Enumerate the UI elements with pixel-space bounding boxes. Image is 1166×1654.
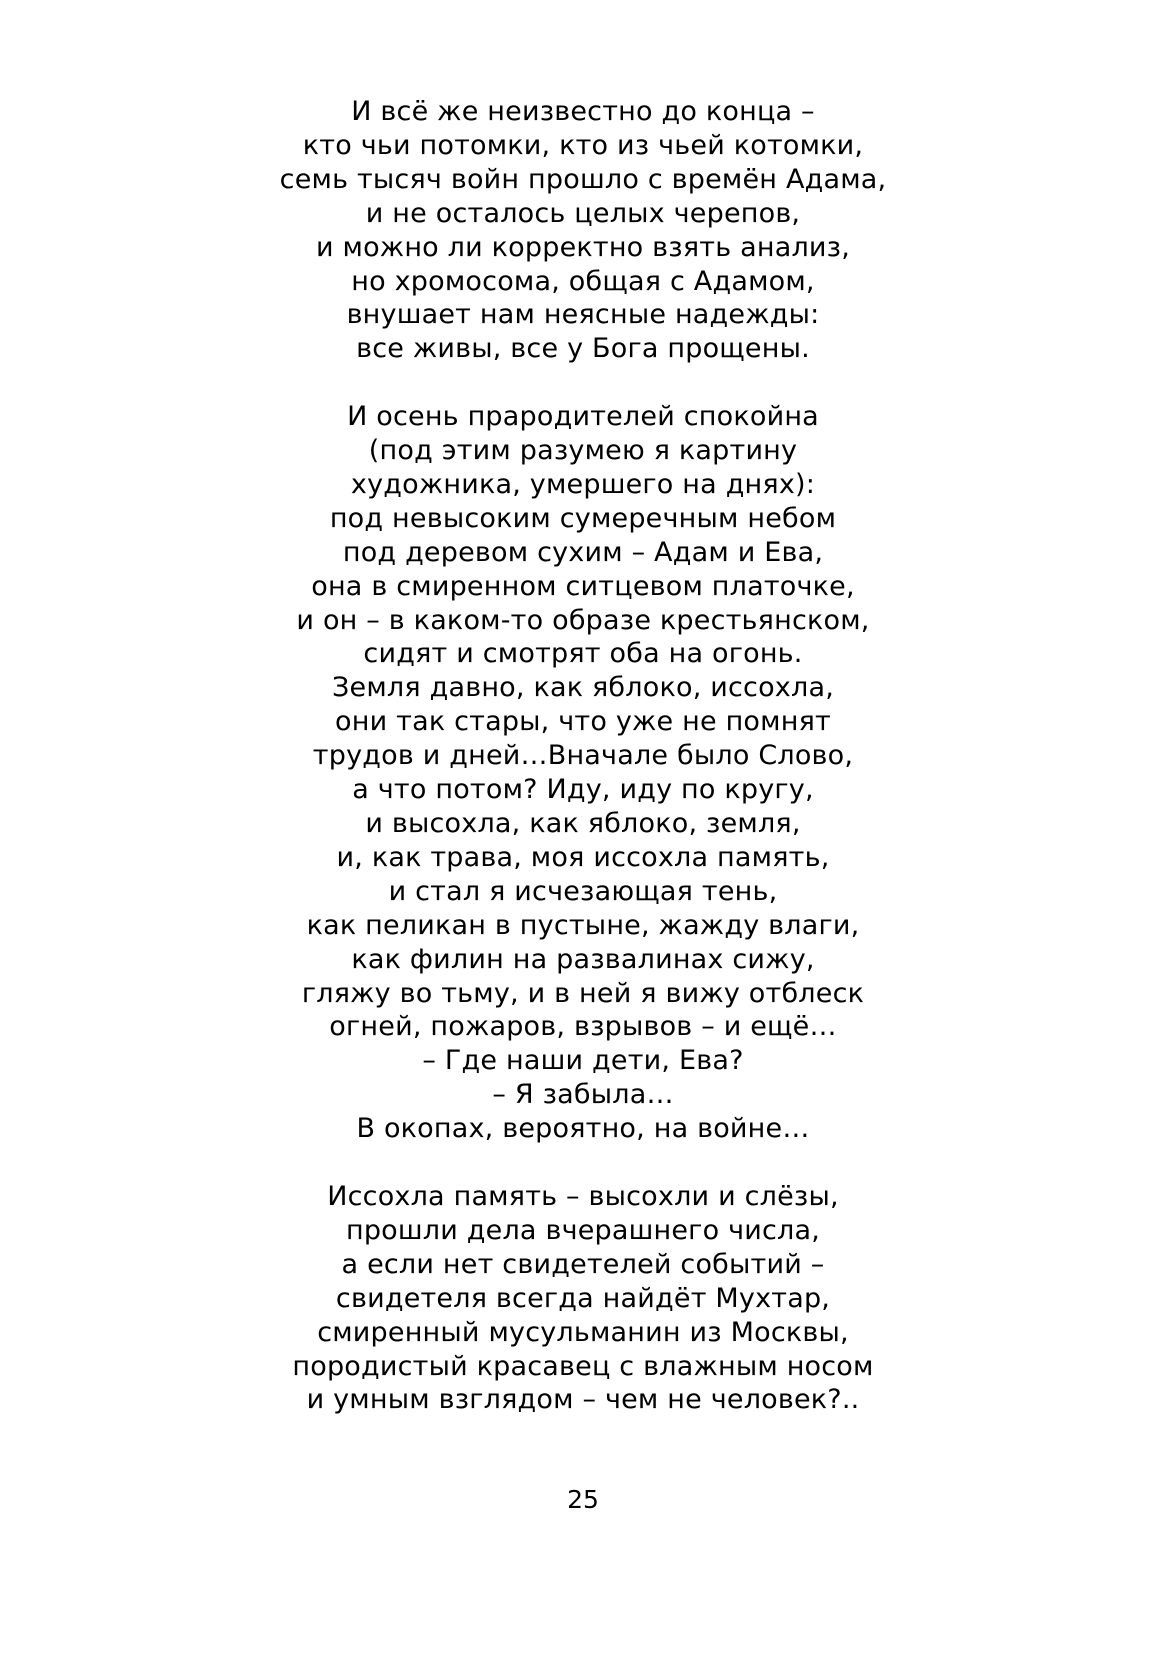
poem-line: Иссохла память – высохли и слёзы, [327, 1180, 839, 1212]
poem-line: сидят и смотрят оба на огонь. [363, 638, 803, 670]
poem-line: но хромосома, общая с Адамом, [351, 265, 815, 297]
poem-line: художника, умершего на днях): [350, 468, 816, 500]
poem-line: она в смиренном ситцевом платочке, [311, 570, 855, 602]
poem-line: а если нет свидетелей событий – [341, 1248, 825, 1280]
poem-line: В окопах, вероятно, на войне… [356, 1113, 810, 1145]
poem-line: под невысоким сумеречным небом [329, 502, 837, 534]
poem-line: и он – в каком-то образе крестьянском, [296, 604, 870, 636]
poem-line: и высохла, как яблоко, земля, [365, 808, 801, 840]
poem-line: и не осталось целых черепов, [365, 197, 801, 229]
poem-line: гляжу во тьму, и в ней я вижу отблеск [301, 977, 865, 1009]
poem-line: Земля давно, как яблоко, иссохла, [332, 672, 834, 704]
poem-line: внушает нам неясные надежды: [346, 299, 820, 331]
poem-line: все живы, все у Бога прощены. [356, 333, 810, 365]
poem-line: И всё же неизвестно до конца – [351, 96, 815, 127]
poem-line: – Я забыла… [492, 1079, 674, 1111]
poem-line: кто чьи потомки, кто из чьей котомки, [302, 129, 864, 161]
poem-line: и, как трава, моя иссохла память, [336, 841, 830, 873]
stanza-3 [0, 1180, 1166, 1417]
poem [0, 95, 1166, 1417]
poem-line: семь тысяч войн прошло с времён Адама, [279, 163, 887, 195]
stanza-2 [0, 400, 1166, 1146]
poem-line: (под этим разумею я картину [368, 435, 798, 467]
poem-line: прошли дела вчерашнего числа, [345, 1214, 820, 1246]
poem-line: как филин на развалинах сижу, [351, 943, 815, 975]
poem-line: огней, пожаров, взрывов – и ещё… [329, 1011, 837, 1043]
page-number: 25 [567, 1485, 599, 1514]
stanza-1 [0, 95, 1166, 366]
poem-line: породистый красавец с влажным носом [292, 1350, 874, 1382]
poem-line: они так стары, что уже не помнят [335, 706, 831, 738]
poem-line: смиренный мусульманин из Москвы, [317, 1316, 849, 1348]
poem-line: под деревом сухим – Адам и Ева, [342, 536, 824, 568]
poem-line: свидетеля всегда найдёт Мухтар, [335, 1282, 831, 1314]
poem-line: И осень прародителей спокойна [347, 401, 819, 433]
poem-line: как пеликан в пустыне, жажду влаги, [306, 909, 860, 941]
poem-line: и стал я исчезающая тень, [388, 875, 778, 907]
poem-line: и можно ли корректно взять анализ, [315, 231, 850, 263]
poem-line: – Где наши дети, Ева? [422, 1045, 744, 1077]
poem-line: а что потом? Иду, иду по кругу, [352, 774, 814, 806]
poem-line: трудов и дней…Вначале было Слово, [312, 740, 854, 772]
poem-line: и умным взглядом – чем не человек?.. [306, 1384, 860, 1416]
